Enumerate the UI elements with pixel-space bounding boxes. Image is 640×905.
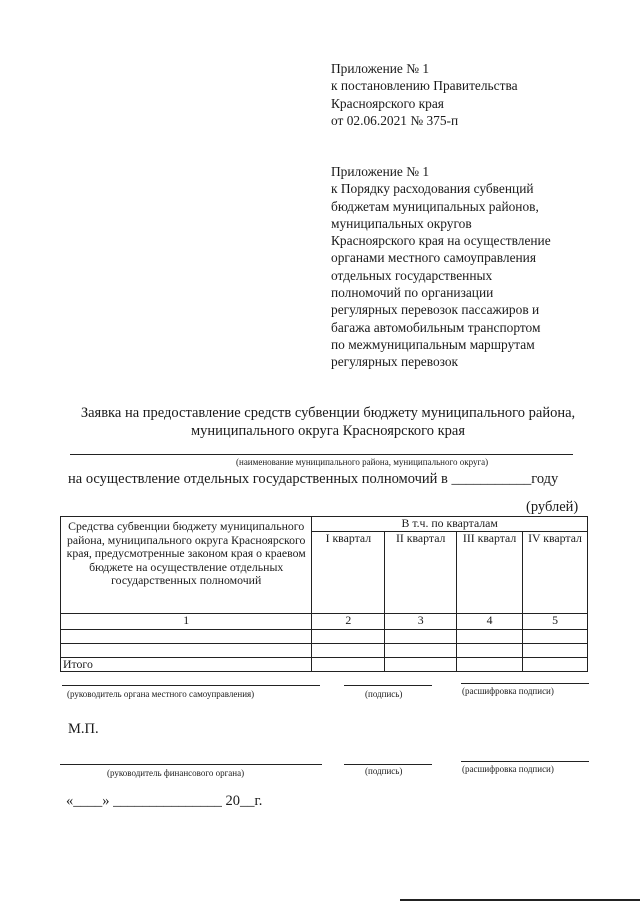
date-line — [66, 793, 262, 810]
appendix-line: Красноярского края на осуществление — [331, 233, 551, 249]
quarter-header: IV квартал — [523, 531, 588, 613]
appendix-line: Красноярского края — [331, 95, 444, 111]
finance-signature-line — [60, 764, 322, 765]
stamp-label: М.П. — [68, 721, 99, 737]
municipality-caption: (наименование муниципального района, муниципального округа) — [236, 457, 489, 467]
finance-caption: (руководитель финансового органа) — [107, 768, 245, 778]
appendix-line: Приложение № 1 — [331, 61, 430, 76]
appendix-line: отдельных государственных — [331, 267, 493, 283]
quarter-header: II квартал — [385, 531, 457, 613]
open-quote: « — [66, 793, 74, 809]
appendix-line: органами местного самоуправления — [331, 250, 537, 266]
appendix-to-procedure — [331, 163, 551, 371]
column-number: 2 — [312, 613, 385, 629]
day-blank: ____ — [73, 793, 103, 809]
appendix-line: к Порядку расходования субвенций — [331, 181, 534, 197]
close-quote: » — [102, 793, 110, 809]
quarter-header: I квартал — [312, 531, 385, 613]
signature-line-2 — [344, 764, 432, 765]
appendix-to-resolution — [331, 60, 518, 129]
column-number-row — [61, 613, 588, 629]
signature-caption: (подпись) — [365, 689, 403, 699]
title-line-2: муниципального округа Красноярского края — [190, 423, 466, 439]
decode-line — [461, 683, 589, 684]
table-row — [61, 629, 588, 643]
quarters-group-header: В т.ч. по кварталам — [312, 517, 588, 532]
appendix-line: бюджетам муниципальных районов, — [331, 198, 539, 214]
total-row — [61, 657, 588, 672]
signature-caption-2: (подпись) — [365, 766, 403, 776]
decode-caption: (расшифровка подписи) — [462, 686, 554, 696]
appendix-line: регулярных перевозок пассажиров и — [331, 302, 540, 318]
decode-line-2 — [461, 761, 589, 762]
column-number: 5 — [523, 613, 588, 629]
decode-caption-2: (расшифровка подписи) — [462, 764, 554, 774]
purpose-suffix: году — [531, 471, 559, 487]
appendix-line: Приложение № 1 — [331, 164, 430, 179]
year-blank: __ — [240, 793, 255, 809]
year-suffix: г. — [254, 793, 263, 809]
column-number: 1 — [61, 613, 312, 629]
appendix-line: регулярных перевозок — [331, 354, 459, 370]
signature-line — [344, 685, 432, 686]
year-prefix: 20 — [225, 793, 240, 809]
month-blank: _______________ — [113, 793, 222, 809]
document-title — [30, 404, 626, 440]
municipality-underline — [70, 454, 573, 455]
total-label: Итого — [61, 657, 312, 672]
purpose-prefix: на осуществление отдельных государственных полномочий в — [68, 471, 448, 487]
currency-note: (рублей) — [526, 499, 579, 515]
head-signature-line — [62, 685, 320, 686]
appendix-line: муниципальных округов — [331, 215, 472, 231]
column-number: 4 — [457, 613, 523, 629]
column-number: 3 — [385, 613, 457, 629]
head-caption: (руководитель органа местного самоуправления) — [67, 689, 255, 699]
appendix-line: по межмуниципальным маршрутам — [331, 336, 535, 352]
quarter-header: III квартал — [457, 531, 523, 613]
purpose-line — [68, 471, 558, 488]
title-line-1: Заявка на предоставление средств субвенции бюджету муниципального района, — [80, 405, 576, 421]
appendix-line: полномочий по организации — [331, 285, 494, 301]
table-row — [61, 643, 588, 657]
appendix-line: от 02.06.2021 № 375-п — [331, 112, 459, 128]
scan-edge-line — [400, 899, 640, 901]
year-blank: ___________ — [451, 471, 532, 487]
table-header-row — [61, 517, 588, 532]
appendix-line: к постановлению Правительства — [331, 78, 518, 94]
appendix-line: багажа автомобильным транспортом — [331, 319, 541, 335]
subvention-table — [60, 516, 588, 672]
col1-header: Средства субвенции бюджету муниципального района, муниципального округа Красноярского края, предусмотренные законом края о краевом бюджете на осуществление отдельных государственных полномочий — [61, 517, 312, 614]
